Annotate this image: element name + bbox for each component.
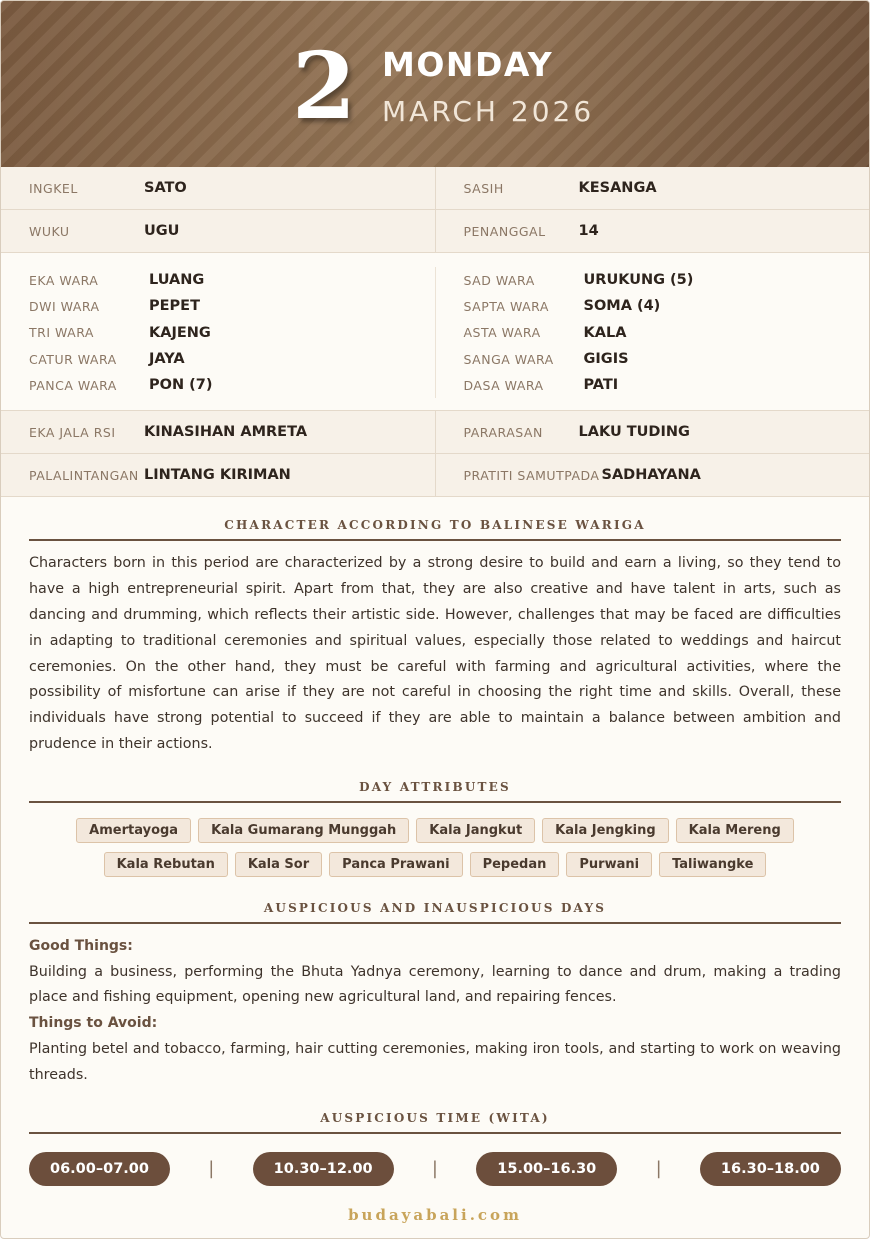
days-section [1,901,869,1089]
info-label: INGKEL [29,180,78,196]
wara-item [464,320,870,346]
info-label: SASIH [463,180,504,196]
wara-value: KALA [583,324,627,341]
info-label: EKA JALA RSI [29,424,116,440]
info-cell-ingkel [1,167,435,209]
info-row-wuku-penanggal [1,210,869,253]
wara-value: JAYA [149,351,185,368]
wara-label: DASA WARA [463,377,544,393]
attribute-badge: Amertayoga [76,818,191,843]
wara-item [29,346,435,372]
info-value: KESANGA [578,180,657,196]
wara-item [29,372,435,398]
wara-value: PON (7) [149,377,213,394]
character-section [1,518,869,757]
attribute-badge: Pepedan [470,852,560,877]
time-separator: | [655,1158,662,1180]
attribute-badge: Kala Sor [235,852,322,877]
wara-item [29,267,435,293]
site-footer: budayabali.com [348,1205,522,1224]
info-row-palalintangan-pratiti [1,454,869,497]
wara-value: GIGIS [583,351,629,368]
time-slot-pill: 16.30–18.00 [700,1152,841,1186]
info-cell-sasih [435,167,870,209]
attribute-badge: Panca Prawani [329,852,462,877]
info-cell-eka-jala-rsi [1,411,435,453]
info-value: SADHAYANA [601,467,701,484]
day-number: 2 [291,32,356,140]
wara-label: SANGA WARA [463,351,554,367]
character-title: CHARACTER ACCORDING TO BALINESE WARIGA [29,518,841,541]
info-label: PALALINTANGAN [29,467,139,483]
wara-item [29,320,435,346]
info-cell-penanggal [435,210,870,252]
info-label: PRATITI SAMUTPADA [463,467,600,483]
attribute-badge: Kala Jengking [542,818,668,843]
info-value: SATO [144,180,187,196]
wara-block [1,253,869,411]
time-slot-pill: 15.00–16.30 [476,1152,617,1186]
attribute-badge: Kala Gumarang Munggah [198,818,409,843]
wara-label: SAPTA WARA [463,298,549,314]
info-value: LINTANG KIRIMAN [144,467,291,484]
good-things-heading: Good Things: [29,937,133,954]
time-slot-pill: 06.00–07.00 [29,1152,170,1186]
wara-label: CATUR WARA [29,351,117,367]
wara-item [464,267,870,293]
wara-item [29,293,435,319]
things-to-avoid-heading: Things to Avoid: [29,1015,158,1032]
good-things-text: Building a business, performing the Bhuta Yadnya ceremony, learning to dance and drum, making a trading place and fishing equipment, opening new agricultural land, and repairing fences. [29,963,841,1006]
character-text: Characters born in this period are characterized by a strong desire to build and earn a living, so they tend to have a high entrepreneurial spirit. Apart from that, they are also creative and have talent in arts, such as dancing and drumming, which reflects their artistic side. However, challenges that may be faced are difficulties in adapting to traditional ceremonies and spiritual values, especially those related to weddings and haircut ceremonies. On the other hand, they must be careful with farming and agricultural activities, where the possibility of misfortune can arise if they are not careful in choosing the right time and skills. Overall, these individuals have strong potential to succeed if they are able to maintain a balance between ambition and prudence in their actions. [29,555,841,753]
info-value: UGU [144,223,180,239]
wara-label: TRI WARA [29,325,94,341]
time-slots [1,1152,869,1186]
attribute-badge: Taliwangke [659,852,766,877]
time-slot-pill: 10.30–12.00 [253,1152,394,1186]
wara-value: SOMA (4) [583,298,661,315]
wara-column-left [1,267,435,398]
date-header [1,1,869,167]
info-cell-pratiti-samutpada [435,454,870,496]
wara-label: DWI WARA [29,298,100,314]
wara-item [464,293,870,319]
wara-label: SAD WARA [463,272,535,288]
wara-value: KAJENG [149,324,211,341]
info-cell-palalintangan [1,454,435,496]
attribute-badge: Kala Rebutan [104,852,228,877]
wara-label: PANCA WARA [29,377,117,393]
time-section [1,1111,869,1134]
wara-item [464,346,870,372]
info-cell-wuku [1,210,435,252]
info-row-ingkel-sasih [1,167,869,210]
day-name: MONDAY [382,45,554,84]
info-label: PENANGGAL [463,223,546,239]
info-label: WUKU [29,223,70,239]
attributes-section [1,780,869,803]
info-value: LAKU TUDING [578,424,690,441]
wara-item [464,372,870,398]
info-value: 14 [578,223,599,239]
wara-value: PEPET [149,298,200,315]
wara-value: URUKUNG (5) [583,272,694,289]
wara-value: PATI [583,377,619,394]
wara-column-right [435,267,870,398]
time-title: AUSPICIOUS TIME (WITA) [29,1111,841,1134]
month-year: MARCH 2026 [382,95,595,128]
wara-label: ASTA WARA [463,325,541,341]
info-row-eka-jala-rsi-pararasan [1,411,869,454]
attributes-title: DAY ATTRIBUTES [29,780,841,803]
wara-value: LUANG [149,272,205,289]
info-value: KINASIHAN AMRETA [144,424,308,441]
attribute-badge: Kala Jangkut [416,818,535,843]
info-cell-pararasan [435,411,870,453]
time-separator: | [208,1158,215,1180]
time-separator: | [431,1158,438,1180]
attribute-badge: Kala Mereng [676,818,794,843]
attribute-badge: Purwani [566,852,652,877]
days-title: AUSPICIOUS AND INAUSPICIOUS DAYS [29,901,841,924]
attribute-badges [1,818,869,877]
things-to-avoid-text: Planting betel and tobacco, farming, hair cutting ceremonies, making iron tools, and starting to work on weaving threads. [29,1041,841,1083]
info-label: PARARASAN [463,424,543,440]
wara-label: EKA WARA [29,272,99,288]
